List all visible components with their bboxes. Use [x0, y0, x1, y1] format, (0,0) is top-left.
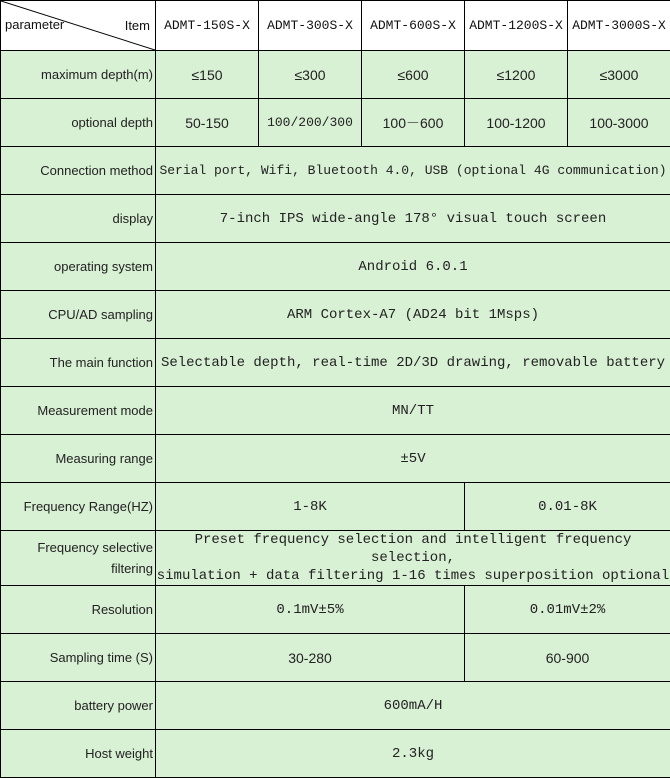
row-label: battery power: [1, 682, 156, 730]
table-cell: 100-3000: [568, 99, 670, 147]
row-label: The main function: [1, 339, 156, 387]
table-row: [1, 243, 670, 291]
table-row: [1, 682, 670, 730]
table-cell: ≤300: [259, 51, 362, 99]
table-cell: ≤600: [362, 51, 465, 99]
table-cell: Selectable depth, real-time 2D/3D drawing, removable battery: [156, 339, 670, 387]
table-cell: 1-8K: [156, 483, 465, 531]
table-cell: 60-900: [465, 634, 670, 682]
table-cell: 30-280: [156, 634, 465, 682]
cell-line: Preset frequency selection and intelligent frequency selection,: [156, 531, 670, 567]
table-row: [1, 195, 670, 243]
parameter-header-label: parameter: [5, 17, 64, 32]
table-cell: 0.01mV±2%: [465, 586, 670, 634]
table-cell: ARM Cortex-A7 (AD24 bit 1Msps): [156, 291, 670, 339]
row-label: [1, 531, 156, 586]
table-cell: ≤150: [156, 51, 259, 99]
table-cell: 50-150: [156, 99, 259, 147]
row-label: Host weight: [1, 730, 156, 778]
header-row: [1, 1, 670, 51]
table-cell: MN/TT: [156, 387, 670, 435]
row-label-line: Frequency selective: [1, 537, 153, 558]
header-diagonal-cell: [1, 1, 156, 51]
row-label: CPU/AD sampling: [1, 291, 156, 339]
model-header: ADMT-600S-X: [362, 1, 465, 51]
row-label: Measurement mode: [1, 387, 156, 435]
item-header-label: Item: [125, 18, 150, 33]
table-row: [1, 730, 670, 778]
row-label: Frequency Range(HZ): [1, 483, 156, 531]
table-row: [1, 147, 670, 195]
table-row: [1, 387, 670, 435]
model-header: ADMT-1200S-X: [465, 1, 568, 51]
table-cell: 100－600: [362, 99, 465, 147]
table-cell: 0.1mV±5%: [156, 586, 465, 634]
row-label: Measuring range: [1, 435, 156, 483]
table-cell: ±5V: [156, 435, 670, 483]
table-cell: 0.01-8K: [465, 483, 670, 531]
table-cell: ≤3000: [568, 51, 670, 99]
table-cell: 7-inch IPS wide-angle 178° visual touch screen: [156, 195, 670, 243]
table-cell: ≤1200: [465, 51, 568, 99]
table-cell: 2.3kg: [156, 730, 670, 778]
table-cell: Serial port, Wifi, Bluetooth 4.0, USB (optional 4G communication): [156, 147, 670, 195]
table-row: [1, 483, 670, 531]
table-cell: 100/200/300: [259, 99, 362, 147]
table-row: [1, 634, 670, 682]
model-header: ADMT-3000S-X: [568, 1, 670, 51]
cell-line: simulation + data filtering 1-16 times superposition optional: [156, 567, 670, 585]
row-label-line: filtering: [1, 558, 153, 579]
row-label: maximum depth(m): [1, 51, 156, 99]
table-cell: [156, 531, 670, 586]
model-header: ADMT-150S-X: [156, 1, 259, 51]
row-label: Connection method: [1, 147, 156, 195]
row-label: Resolution: [1, 586, 156, 634]
row-label: operating system: [1, 243, 156, 291]
table-cell: Android 6.0.1: [156, 243, 670, 291]
table-cell: 600mA/H: [156, 682, 670, 730]
table-cell: 100-1200: [465, 99, 568, 147]
row-label: display: [1, 195, 156, 243]
table-row: [1, 586, 670, 634]
table-row: [1, 99, 670, 147]
row-label: optional depth: [1, 99, 156, 147]
row-label: Sampling time (S): [1, 634, 156, 682]
table-row: [1, 291, 670, 339]
table-row: [1, 339, 670, 387]
table-row: [1, 435, 670, 483]
model-header: ADMT-300S-X: [259, 1, 362, 51]
table-row: [1, 531, 670, 586]
table-row: [1, 51, 670, 99]
